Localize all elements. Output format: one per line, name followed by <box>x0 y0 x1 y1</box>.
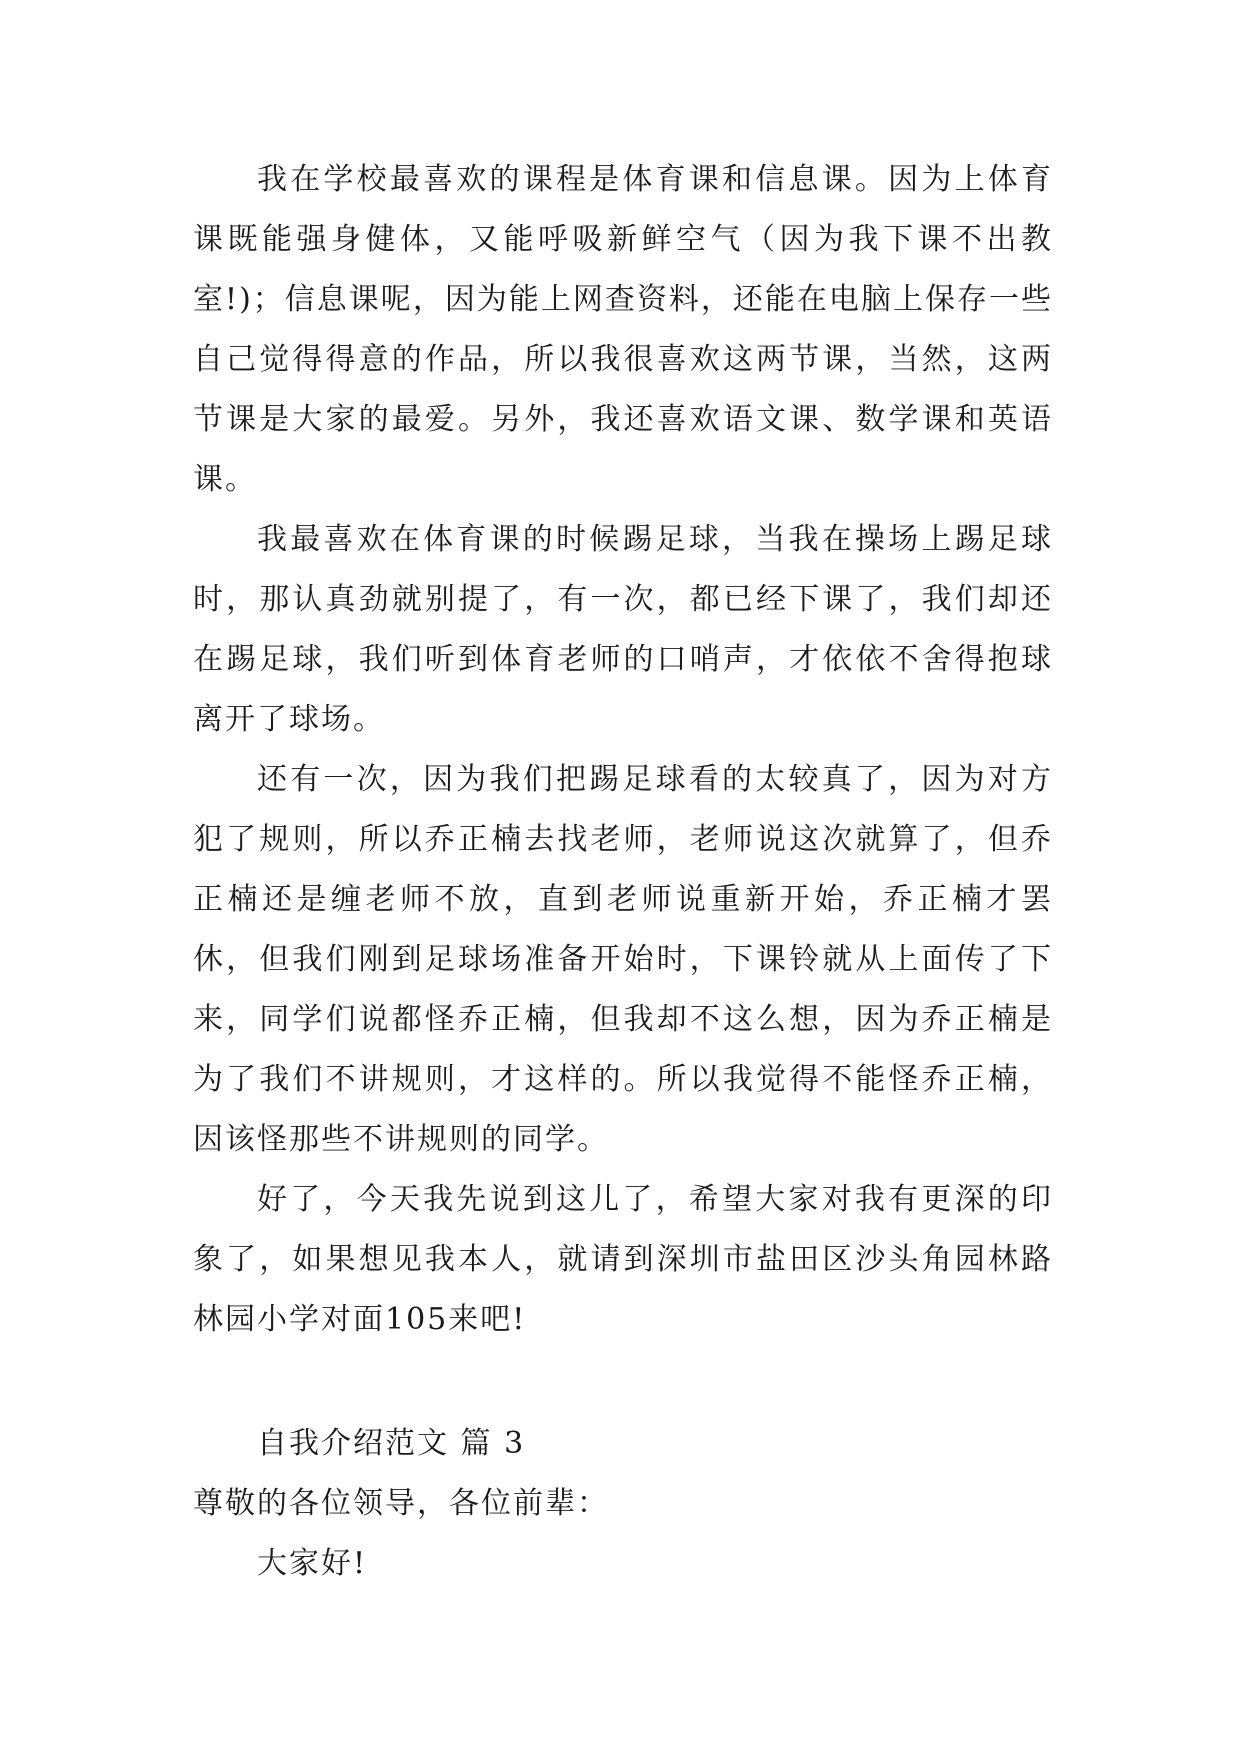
salutation: 尊敬的各位领导，各位前辈： <box>193 1486 609 1521</box>
greeting: 大家好! <box>257 1546 368 1581</box>
section-title: 自我介绍范文 篇 3 <box>257 1426 526 1461</box>
paragraph-closing: 好了，今天我先说到这儿了，希望大家对我有更深的印象了，如果想见我本人，就请到深圳市盐田区沙头角园林路林园小学对面105来吧! <box>193 1182 1053 1337</box>
paragraph-favorite-courses: 我在学校最喜欢的课程是体育课和信息课。因为上体育课既能强身健体，又能呼吸新鲜空气（因为我下课不出教室!)；信息课呢，因为能上网查资料，还能在电脑上保存一些自己觉得得意的作品，所以我很喜欢这两节课，当然，这两节课是大家的最爱。另外，我还喜欢语文课、数学课和英语课。 <box>193 162 1053 497</box>
document-page <box>193 150 1053 1594</box>
paragraph-rules-story: 还有一次，因为我们把踢足球看的太较真了，因为对方犯了规则，所以乔正楠去找老师，老师说这次就算了，但乔正楠还是缠老师不放，直到老师说重新开始，乔正楠才罢休，但我们刚到足球场准备开始时，下课铃就从上面传了下来，同学们说都怪乔正楠，但我却不这么想，因为乔正楠是为了我们不讲规则，才这样的。所以我觉得不能怪乔正楠，因该怪那些不讲规则的同学。 <box>193 762 1053 1157</box>
paragraph-football: 我最喜欢在体育课的时候踢足球，当我在操场上踢足球时，那认真劲就别提了，有一次，都已经下课了，我们却还在踢足球，我们听到体育老师的口哨声，才依依不舍得抱球离开了球场。 <box>193 522 1053 737</box>
